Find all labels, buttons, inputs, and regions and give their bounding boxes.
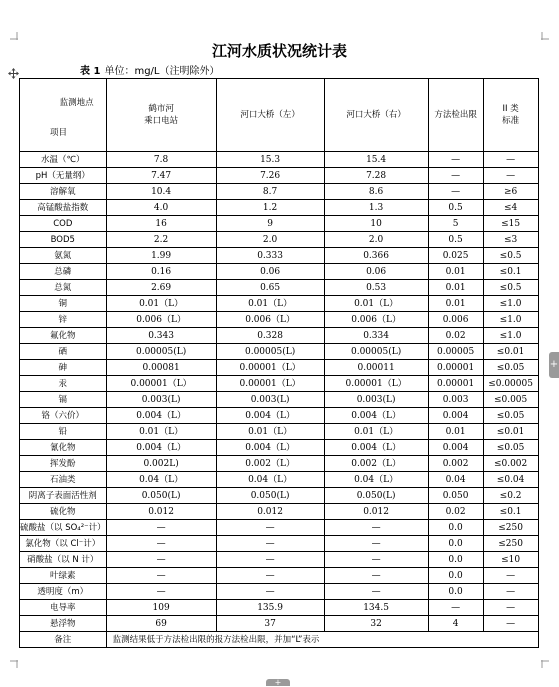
- site-2-value: 0.012: [216, 504, 324, 520]
- standard-value: ≤0.5: [483, 280, 538, 296]
- detection-limit: —: [428, 168, 483, 184]
- crop-mark-top-left: [10, 32, 18, 40]
- detection-limit: 0.00005: [428, 344, 483, 360]
- site-1-value: 109: [106, 600, 216, 616]
- move-arrows-icon: [8, 68, 19, 79]
- site-2-value: 0.333: [216, 248, 324, 264]
- site-1-value: —: [106, 568, 216, 584]
- table-row: [20, 568, 539, 584]
- site-1-value: 69: [106, 616, 216, 632]
- site-2-value: —: [216, 552, 324, 568]
- detection-limit: 0.5: [428, 232, 483, 248]
- site-3-value: 1.3: [324, 200, 428, 216]
- item-name: 透明度（m）: [20, 584, 107, 600]
- detection-limit: 0.0: [428, 536, 483, 552]
- site-3-value: —: [324, 568, 428, 584]
- site-2-value: 0.00005(L): [216, 344, 324, 360]
- site-3-value: —: [324, 520, 428, 536]
- site-3-value: 0.003(L): [324, 392, 428, 408]
- table-row: [20, 280, 539, 296]
- detection-limit: 0.003: [428, 392, 483, 408]
- site-3-value: 0.004（L）: [324, 440, 428, 456]
- standard-value: ≤15: [483, 216, 538, 232]
- item-name: 石油类: [20, 472, 107, 488]
- site-2-value: —: [216, 568, 324, 584]
- site-1-value: 16: [106, 216, 216, 232]
- item-name: 镉: [20, 392, 107, 408]
- standard-value: ≤0.002: [483, 456, 538, 472]
- site-1-value: 0.003(L): [106, 392, 216, 408]
- site-1-value: 7.47: [106, 168, 216, 184]
- item-name: 总氮: [20, 280, 107, 296]
- table-row: [20, 472, 539, 488]
- detection-limit: 0.004: [428, 440, 483, 456]
- site-1-value: 0.002L): [106, 456, 216, 472]
- detection-limit: 0.01: [428, 424, 483, 440]
- site-1-value: 1.99: [106, 248, 216, 264]
- standard-value: —: [483, 168, 538, 184]
- site-2-value: —: [216, 584, 324, 600]
- site-1-value: 0.004（L）: [106, 408, 216, 424]
- standard-value: —: [483, 616, 538, 632]
- table-row: [20, 216, 539, 232]
- standard-value: ≤0.05: [483, 408, 538, 424]
- site-3-value: 0.01（L）: [324, 296, 428, 312]
- site-3-value: 0.00001（L）: [324, 376, 428, 392]
- site-1-value: 2.2: [106, 232, 216, 248]
- header-detection-limit: 方法检出限: [428, 79, 483, 152]
- crop-mark-top-right: [541, 32, 549, 40]
- detection-limit: 5: [428, 216, 483, 232]
- header-standard: [483, 79, 538, 152]
- standard-value: —: [483, 584, 538, 600]
- detection-limit: —: [428, 600, 483, 616]
- standard-value: —: [483, 152, 538, 168]
- header-standard-text: II 类 标准: [502, 104, 520, 126]
- standard-value: ≤3: [483, 232, 538, 248]
- site-1-value: 0.01（L）: [106, 424, 216, 440]
- site-2-value: 0.004（L）: [216, 408, 324, 424]
- site-1-value: —: [106, 520, 216, 536]
- table-row: [20, 152, 539, 168]
- table-row: [20, 312, 539, 328]
- water-quality-table: [19, 78, 539, 648]
- item-name: 总磷: [20, 264, 107, 280]
- unit-line: [80, 62, 219, 77]
- site-1-value: 0.00001（L）: [106, 376, 216, 392]
- site-2-value: 7.26: [216, 168, 324, 184]
- table-row: [20, 520, 539, 536]
- site-2-value: 0.004（L）: [216, 440, 324, 456]
- item-name: 电导率: [20, 600, 107, 616]
- item-name: COD: [20, 216, 107, 232]
- site-2-value: 0.002（L）: [216, 456, 324, 472]
- detection-limit: 0.01: [428, 264, 483, 280]
- detection-limit: 0.01: [428, 296, 483, 312]
- item-name: 硒: [20, 344, 107, 360]
- standard-value: ≤0.05: [483, 440, 538, 456]
- table-row: [20, 408, 539, 424]
- site-3-value: 0.050(L): [324, 488, 428, 504]
- site-3-value: 8.6: [324, 184, 428, 200]
- site-3-value: 0.00011: [324, 360, 428, 376]
- detection-limit: —: [428, 152, 483, 168]
- site-3-value: 2.0: [324, 232, 428, 248]
- site-1-value: 0.01（L）: [106, 296, 216, 312]
- site-2-value: 0.65: [216, 280, 324, 296]
- site-2-value: 0.050(L): [216, 488, 324, 504]
- site-3-value: 0.53: [324, 280, 428, 296]
- table-row: [20, 184, 539, 200]
- crop-mark-bottom-right: [541, 660, 549, 668]
- table-row: [20, 328, 539, 344]
- detection-limit: 0.00001: [428, 376, 483, 392]
- table-row: [20, 344, 539, 360]
- item-name: 高锰酸盐指数: [20, 200, 107, 216]
- standard-value: ≤0.2: [483, 488, 538, 504]
- site-1-value: 0.00005(L): [106, 344, 216, 360]
- item-name: 叶绿素: [20, 568, 107, 584]
- site-3-value: 0.334: [324, 328, 428, 344]
- site-2-value: 0.01（L）: [216, 296, 324, 312]
- table-row: [20, 456, 539, 472]
- header-site-1: [106, 79, 216, 152]
- item-name: 氯化物（以 Cl⁻计）: [20, 536, 107, 552]
- site-2-value: 2.0: [216, 232, 324, 248]
- table-row: [20, 600, 539, 616]
- site-2-value: 15.3: [216, 152, 324, 168]
- item-name: 汞: [20, 376, 107, 392]
- item-name: BOD5: [20, 232, 107, 248]
- table-row: [20, 584, 539, 600]
- site-3-value: 0.004（L）: [324, 408, 428, 424]
- detection-limit: —: [428, 184, 483, 200]
- unit-text: 单位：mg/L（注明除外）: [104, 66, 220, 77]
- table-row: [20, 200, 539, 216]
- site-1-value: 7.8: [106, 152, 216, 168]
- site-2-value: 37: [216, 616, 324, 632]
- detection-limit: 0.004: [428, 408, 483, 424]
- detection-limit: 4: [428, 616, 483, 632]
- site-2-value: 0.06: [216, 264, 324, 280]
- expand-side-tab[interactable]: +: [549, 352, 559, 378]
- item-name: 硫化物: [20, 504, 107, 520]
- table-row: [20, 392, 539, 408]
- standard-value: ≤0.00005: [483, 376, 538, 392]
- site-2-value: 0.01（L）: [216, 424, 324, 440]
- table-row: [20, 360, 539, 376]
- expand-bottom-tab[interactable]: +: [266, 679, 290, 686]
- site-1-value: —: [106, 536, 216, 552]
- detection-limit: 0.00001: [428, 360, 483, 376]
- standard-value: —: [483, 568, 538, 584]
- detection-limit: 0.5: [428, 200, 483, 216]
- table-row: [20, 504, 539, 520]
- site-3-value: —: [324, 536, 428, 552]
- site-3-value: 0.002（L）: [324, 456, 428, 472]
- site-2-value: 0.328: [216, 328, 324, 344]
- site-2-value: 0.003(L): [216, 392, 324, 408]
- item-name: 铅: [20, 424, 107, 440]
- table-row: [20, 168, 539, 184]
- detection-limit: 0.0: [428, 552, 483, 568]
- standard-value: ≤0.05: [483, 360, 538, 376]
- crop-mark-bottom-left: [10, 660, 18, 668]
- detection-limit: 0.025: [428, 248, 483, 264]
- detection-limit: 0.0: [428, 584, 483, 600]
- site-3-value: 0.00005(L): [324, 344, 428, 360]
- site-3-value: 134.5: [324, 600, 428, 616]
- site-3-value: 15.4: [324, 152, 428, 168]
- site-1-value: 0.04（L）: [106, 472, 216, 488]
- site-1-value: —: [106, 584, 216, 600]
- item-name: 铬（六价）: [20, 408, 107, 424]
- table-row: [20, 616, 539, 632]
- standard-value: ≤1.0: [483, 312, 538, 328]
- detection-limit: 0.006: [428, 312, 483, 328]
- site-3-value: 0.04（L）: [324, 472, 428, 488]
- standard-value: ≤0.04: [483, 472, 538, 488]
- site-3-value: 10: [324, 216, 428, 232]
- header-site-label: 监测地点: [59, 98, 94, 108]
- header-site-1-text: 鹤市河 乘口电站: [144, 104, 179, 126]
- item-name: 氟化物: [20, 328, 107, 344]
- site-2-value: 1.2: [216, 200, 324, 216]
- detection-limit: 0.002: [428, 456, 483, 472]
- table-row: [20, 552, 539, 568]
- site-2-value: —: [216, 520, 324, 536]
- site-2-value: 0.00001（L）: [216, 376, 324, 392]
- standard-value: ≤250: [483, 520, 538, 536]
- site-1-value: 0.050(L): [106, 488, 216, 504]
- detection-limit: 0.01: [428, 280, 483, 296]
- detection-limit: 0.02: [428, 328, 483, 344]
- site-1-value: 0.004（L）: [106, 440, 216, 456]
- detection-limit: 0.050: [428, 488, 483, 504]
- table-row: [20, 424, 539, 440]
- standard-value: —: [483, 600, 538, 616]
- site-1-value: 0.16: [106, 264, 216, 280]
- item-name: 水温（℃）: [20, 152, 107, 168]
- site-3-value: 7.28: [324, 168, 428, 184]
- detection-limit: 0.0: [428, 568, 483, 584]
- standard-value: ≤0.5: [483, 248, 538, 264]
- item-name: 氨氮: [20, 248, 107, 264]
- site-3-value: 0.06: [324, 264, 428, 280]
- standard-value: ≤0.1: [483, 504, 538, 520]
- table-row: [20, 376, 539, 392]
- standard-value: ≤4: [483, 200, 538, 216]
- table-row: [20, 296, 539, 312]
- standard-value: ≤0.01: [483, 424, 538, 440]
- table-row: [20, 440, 539, 456]
- detection-limit: 0.0: [428, 520, 483, 536]
- item-name: 挥发酚: [20, 456, 107, 472]
- item-name: 砷: [20, 360, 107, 376]
- table-row: [20, 232, 539, 248]
- remark-label: 备注: [20, 632, 107, 648]
- standard-value: ≤10: [483, 552, 538, 568]
- item-name: 锌: [20, 312, 107, 328]
- site-3-value: 0.012: [324, 504, 428, 520]
- site-3-value: —: [324, 584, 428, 600]
- site-1-value: 0.343: [106, 328, 216, 344]
- standard-value: ≤0.005: [483, 392, 538, 408]
- site-1-value: 10.4: [106, 184, 216, 200]
- remark-text: 监测结果低于方法检出限的报方法检出限，并加“L”表示: [106, 632, 538, 648]
- standard-value: ≤1.0: [483, 296, 538, 312]
- standard-value: ≤0.1: [483, 264, 538, 280]
- site-2-value: —: [216, 536, 324, 552]
- site-2-value: 0.006（L）: [216, 312, 324, 328]
- item-name: 铜: [20, 296, 107, 312]
- site-3-value: 0.366: [324, 248, 428, 264]
- site-3-value: —: [324, 552, 428, 568]
- table-row: [20, 488, 539, 504]
- item-name: 悬浮物: [20, 616, 107, 632]
- site-2-value: 0.04（L）: [216, 472, 324, 488]
- table-number: 表 1: [80, 66, 101, 77]
- table-row: [20, 536, 539, 552]
- item-name: 氰化物: [20, 440, 107, 456]
- item-name: 阴离子表面活性剂: [20, 488, 107, 504]
- header-corner-cell: [20, 79, 107, 152]
- header-site-2: 河口大桥（左）: [216, 79, 324, 152]
- site-1-value: 0.012: [106, 504, 216, 520]
- standard-value: ≤1.0: [483, 328, 538, 344]
- header-row: [20, 79, 539, 152]
- site-2-value: 135.9: [216, 600, 324, 616]
- site-1-value: 2.69: [106, 280, 216, 296]
- site-2-value: 9: [216, 216, 324, 232]
- table-row: [20, 248, 539, 264]
- item-name: 硝酸盐（以 N 计）: [20, 552, 107, 568]
- remark-row: [20, 632, 539, 648]
- site-1-value: 4.0: [106, 200, 216, 216]
- site-2-value: 8.7: [216, 184, 324, 200]
- detection-limit: 0.02: [428, 504, 483, 520]
- standard-value: ≤250: [483, 536, 538, 552]
- item-name: pH（无量纲）: [20, 168, 107, 184]
- site-2-value: 0.00001（L）: [216, 360, 324, 376]
- detection-limit: 0.04: [428, 472, 483, 488]
- item-name: 硫酸盐（以 SO₄²⁻计）: [20, 520, 107, 536]
- site-1-value: —: [106, 552, 216, 568]
- standard-value: ≤0.01: [483, 344, 538, 360]
- site-3-value: 0.01（L）: [324, 424, 428, 440]
- header-item-label: 项目: [50, 128, 68, 138]
- site-3-value: 32: [324, 616, 428, 632]
- standard-value: ≥6: [483, 184, 538, 200]
- item-name: 溶解氧: [20, 184, 107, 200]
- table-row: [20, 264, 539, 280]
- site-3-value: 0.006（L）: [324, 312, 428, 328]
- site-1-value: 0.00081: [106, 360, 216, 376]
- site-1-value: 0.006（L）: [106, 312, 216, 328]
- header-site-3: 河口大桥（右）: [324, 79, 428, 152]
- page-title: 江河水质状况统计表: [211, 42, 347, 60]
- move-handle-icon[interactable]: [8, 68, 19, 79]
